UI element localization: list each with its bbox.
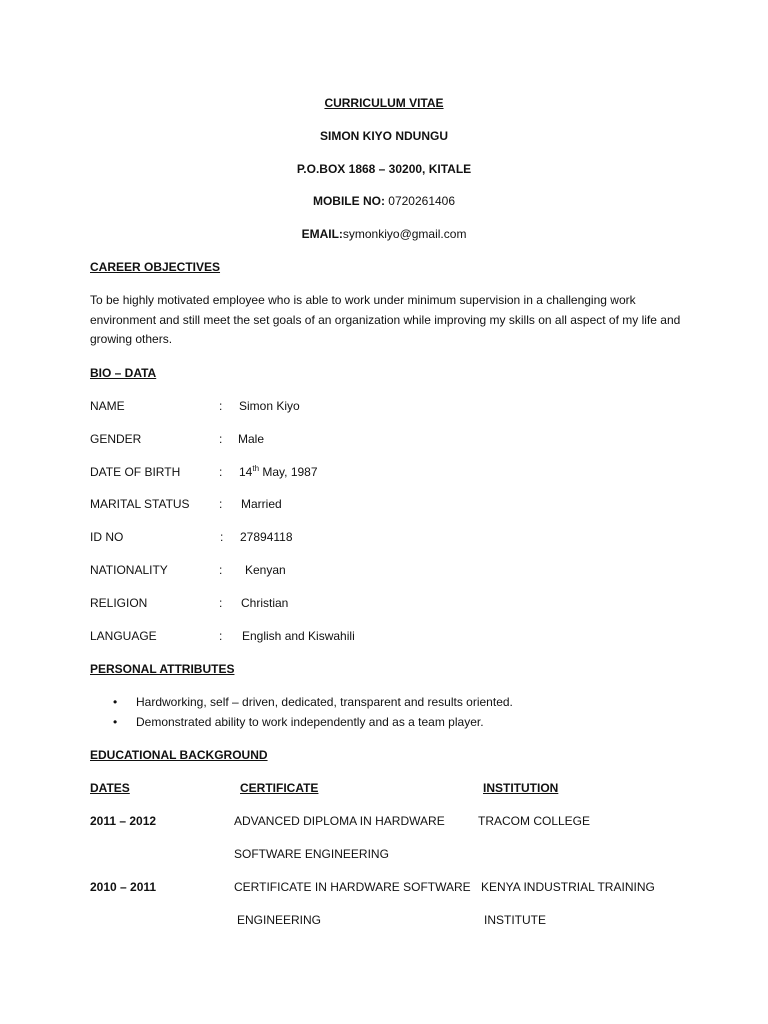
bio-separator: : [220, 530, 224, 544]
dob-day: 14 [239, 465, 253, 479]
bio-separator: : [219, 596, 223, 610]
education-dates: 2011 – 2012 [90, 814, 157, 828]
personal-attributes-heading: PERSONAL ATTRIBUTES [90, 662, 235, 676]
bio-data-heading: BIO – DATA [90, 366, 157, 380]
bio-label-name: NAME [90, 399, 125, 413]
bio-separator: : [219, 563, 223, 577]
bio-value-marital-status: Married [241, 497, 282, 511]
email-line [0, 227, 768, 241]
bio-separator: : [219, 629, 223, 643]
bio-value-date-of-birth [239, 465, 318, 479]
education-certificate-continued: ENGINEERING [237, 913, 322, 927]
column-header-certificate: CERTIFICATE [240, 781, 319, 795]
mobile-label: MOBILE NO: [312, 194, 385, 208]
bio-label-marital-status: MARITAL STATUS [90, 497, 190, 511]
education-certificate: ADVANCED DIPLOMA IN HARDWARE [234, 814, 445, 828]
bio-label-id-no: ID NO [90, 530, 124, 544]
email-label: EMAIL: [301, 227, 343, 241]
document-title: CURRICULUM VITAE [324, 96, 444, 110]
mobile-line [0, 194, 768, 208]
bio-value-religion: Christian [241, 596, 289, 610]
bio-separator: : [219, 465, 223, 479]
bullet-icon: • [113, 715, 118, 729]
education-institution: TRACOM COLLEGE [478, 814, 591, 828]
attribute-item: Hardworking, self – driven, dedicated, transparent and results oriented. [136, 695, 513, 709]
bio-separator: : [219, 432, 223, 446]
bio-label-religion: RELIGION [90, 596, 148, 610]
bio-label-gender: GENDER [90, 432, 142, 446]
mobile-number: 0720261406 [384, 194, 456, 208]
bio-label-date-of-birth: DATE OF BIRTH [90, 465, 181, 479]
person-name: SIMON KIYO NDUNGU [319, 129, 448, 143]
education-certificate: CERTIFICATE IN HARDWARE SOFTWARE [234, 880, 471, 894]
dob-ordinal: th [252, 464, 260, 473]
bio-value-name: Simon Kiyo [239, 399, 300, 413]
educational-background-heading: EDUCATIONAL BACKGROUND [90, 748, 268, 762]
column-header-dates: DATES [90, 781, 130, 795]
bio-separator: : [219, 399, 223, 413]
education-dates: 2010 – 2011 [90, 880, 157, 894]
education-certificate-continued: SOFTWARE ENGINEERING [234, 847, 389, 861]
career-objectives-heading: CAREER OBJECTIVES [90, 260, 221, 274]
bullet-icon: • [113, 695, 118, 709]
bio-separator: : [219, 497, 223, 511]
bio-value-language: English and Kiswahili [242, 629, 355, 643]
attribute-item: Demonstrated ability to work independently and as a team player. [136, 715, 484, 729]
education-institution-continued: INSTITUTE [484, 913, 546, 927]
education-institution: KENYA INDUSTRIAL TRAINING [481, 880, 655, 894]
column-header-institution: INSTITUTION [483, 781, 559, 795]
bio-value-id-no: 27894118 [240, 530, 293, 544]
bio-value-gender: Male [238, 432, 265, 446]
email-address: symonkiyo@gmail.com [342, 227, 467, 241]
bio-label-language: LANGUAGE [90, 629, 157, 643]
career-objectives-text: To be highly motivated employee who is able to work under minimum supervision in a challenging work environment and still meet the set goals of an organization while improving my skills on all aspect of my life and growing others. [90, 293, 681, 346]
postal-address: P.O.BOX 1868 – 30200, KITALE [296, 162, 472, 176]
bio-label-nationality: NATIONALITY [90, 563, 168, 577]
bio-value-nationality: Kenyan [245, 563, 286, 577]
dob-month-year: May, 1987 [259, 465, 318, 479]
